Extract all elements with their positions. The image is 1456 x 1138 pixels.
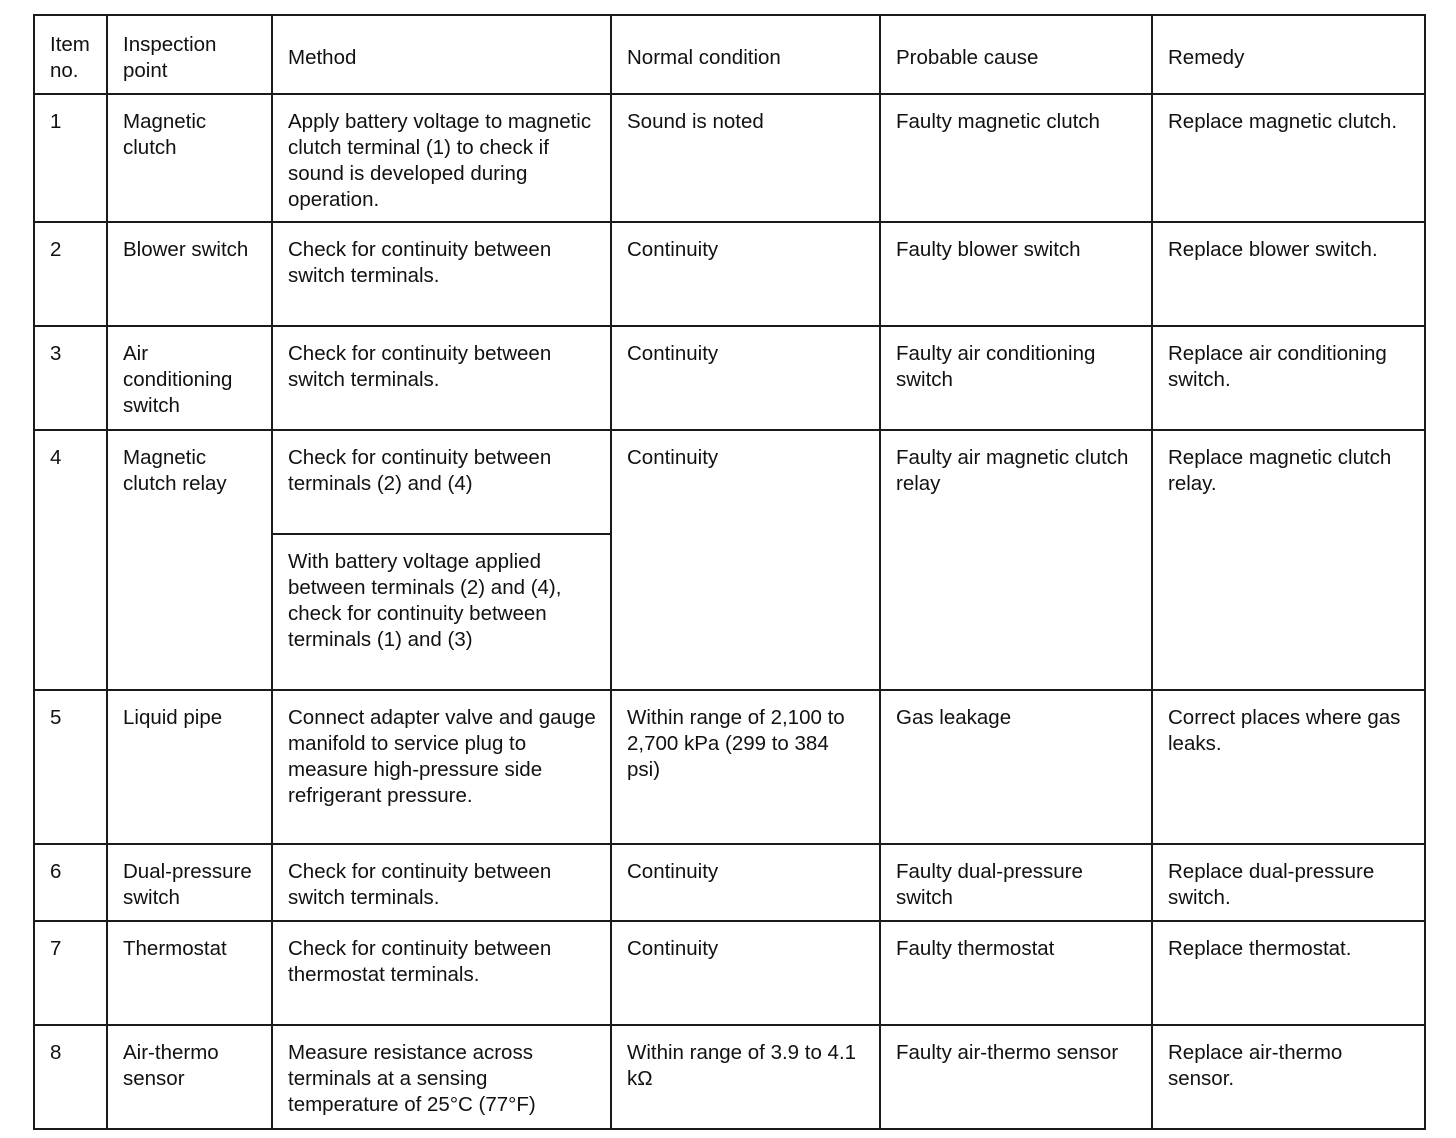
- cell-item-no: 6: [34, 844, 107, 921]
- cell-method: Check for continuity between terminals (2) and (4): [272, 430, 611, 534]
- cell-method: Apply battery voltage to magnetic clutch terminal (1) to check if sound is developed during operation.: [272, 94, 611, 222]
- cell-item-no: 8: [34, 1025, 107, 1129]
- table-body: [34, 94, 1425, 1129]
- header-item-no: [34, 15, 107, 94]
- table-row: [34, 94, 1425, 222]
- header-normal-condition: Normal condition: [611, 15, 880, 94]
- header-method: Method: [272, 15, 611, 94]
- table-row: [34, 430, 1425, 534]
- cell-probable-cause: Faulty dual-pressure switch: [880, 844, 1152, 921]
- cell-inspection-point: Magnetic clutch: [107, 94, 272, 222]
- cell-remedy: Replace thermostat.: [1152, 921, 1425, 1025]
- header-item-line1: Item: [50, 32, 90, 56]
- cell-method: Check for continuity between switch terminals.: [272, 222, 611, 326]
- cell-remedy: Replace air-thermo sensor.: [1152, 1025, 1425, 1129]
- cell-remedy: Replace blower switch.: [1152, 222, 1425, 326]
- cell-normal-condition: Continuity: [611, 921, 880, 1025]
- table-row: [34, 1025, 1425, 1129]
- cell-method: Connect adapter valve and gauge manifold to service plug to measure high-pressure side refrigerant pressure.: [272, 690, 611, 844]
- cell-normal-condition: Continuity: [611, 326, 880, 430]
- cell-remedy: Replace magnetic clutch.: [1152, 94, 1425, 222]
- cell-item-no: 2: [34, 222, 107, 326]
- cell-remedy: Correct places where gas leaks.: [1152, 690, 1425, 844]
- header-inspection-point: [107, 15, 272, 94]
- header-point-line2: point: [123, 58, 168, 82]
- table-header: [34, 15, 1425, 94]
- cell-method: Check for continuity between thermostat terminals.: [272, 921, 611, 1025]
- table-row: [34, 844, 1425, 921]
- cell-item-no: 1: [34, 94, 107, 222]
- table-row: [34, 326, 1425, 430]
- cell-inspection-point: Liquid pipe: [107, 690, 272, 844]
- cell-item-no: 4: [34, 430, 107, 690]
- cell-inspection-point: Air-thermo sensor: [107, 1025, 272, 1129]
- cell-normal-condition: Continuity: [611, 222, 880, 326]
- cell-method: Measure resistance across terminals at a sensing temperature of 25°C (77°F): [272, 1025, 611, 1129]
- cell-inspection-point: Thermostat: [107, 921, 272, 1025]
- cell-normal-condition: Sound is noted: [611, 94, 880, 222]
- header-point-line1: Inspection: [123, 32, 217, 56]
- cell-normal-condition: Continuity: [611, 430, 880, 690]
- table-row: [34, 690, 1425, 844]
- cell-method: Check for continuity between switch terminals.: [272, 326, 611, 430]
- cell-normal-condition: Within range of 3.9 to 4.1 kΩ: [611, 1025, 880, 1129]
- header-probable-cause: Probable cause: [880, 15, 1152, 94]
- cell-remedy: Replace dual-pressure switch.: [1152, 844, 1425, 921]
- header-row: [34, 15, 1425, 94]
- cell-inspection-point: Air conditioning switch: [107, 326, 272, 430]
- cell-probable-cause: Faulty air conditioning switch: [880, 326, 1152, 430]
- header-item-line2: no.: [50, 58, 79, 82]
- cell-item-no: 7: [34, 921, 107, 1025]
- cell-normal-condition: Within range of 2,100 to 2,700 kPa (299 to 384 psi): [611, 690, 880, 844]
- cell-probable-cause: Faulty air magnetic clutch relay: [880, 430, 1152, 690]
- header-remedy: Remedy: [1152, 15, 1425, 94]
- cell-item-no: 5: [34, 690, 107, 844]
- cell-remedy: Replace magnetic clutch relay.: [1152, 430, 1425, 690]
- cell-probable-cause: Gas leakage: [880, 690, 1152, 844]
- inspection-table: [33, 14, 1426, 1130]
- cell-method: Check for continuity between switch terminals.: [272, 844, 611, 921]
- cell-normal-condition: Continuity: [611, 844, 880, 921]
- cell-probable-cause: Faulty thermostat: [880, 921, 1152, 1025]
- table-row: [34, 222, 1425, 326]
- cell-inspection-point: Blower switch: [107, 222, 272, 326]
- cell-probable-cause: Faulty magnetic clutch: [880, 94, 1152, 222]
- cell-inspection-point: Dual-pressure switch: [107, 844, 272, 921]
- cell-method-secondary: With battery voltage applied between terminals (2) and (4), check for continuity between terminals (1) and (3): [272, 534, 611, 690]
- table-row: [34, 921, 1425, 1025]
- cell-item-no: 3: [34, 326, 107, 430]
- cell-probable-cause: Faulty air-thermo sensor: [880, 1025, 1152, 1129]
- cell-remedy: Replace air conditioning switch.: [1152, 326, 1425, 430]
- cell-probable-cause: Faulty blower switch: [880, 222, 1152, 326]
- cell-inspection-point: Magnetic clutch relay: [107, 430, 272, 690]
